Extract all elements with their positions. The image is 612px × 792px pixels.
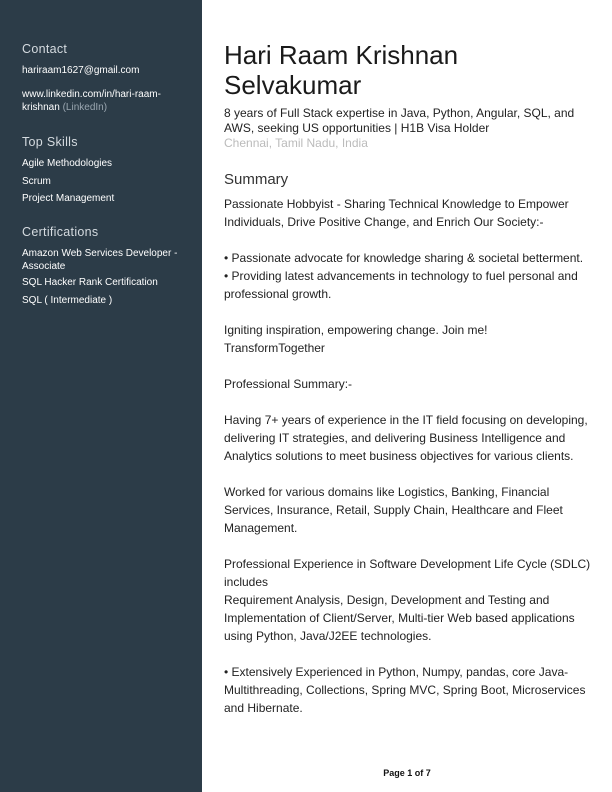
summary-line [224,393,594,411]
summary-line [224,231,594,249]
summary-line: Professional Summary:- [224,377,353,391]
summary-line: Passionate Hobbyist - Sharing Technical Knowledge to Empower [224,197,569,211]
summary-line: Professional Experience in Software Development Life Cycle (SDLC) [224,557,591,571]
summary-line: Igniting inspiration, empowering change. Join me! [224,323,488,337]
summary-line: • Providing latest advancements in technology to fuel personal and [224,269,578,283]
summary-line: • Passionate advocate for knowledge sharing & societal betterment. [224,251,584,265]
skill-item: Scrum [22,176,51,187]
summary-line: Multithreading, Collections, Spring MVC, Spring Boot, Microservices [224,683,586,697]
summary-line [224,357,594,375]
summary-line: Individuals, Drive Positive Change, and Enrich Our Society:- [224,215,544,229]
summary-line: Management. [224,521,298,535]
summary-line: using Python, Java/J2EE technologies. [224,629,432,643]
summary-line: Worked for various domains like Logistics, Banking, Financial [224,485,550,499]
profile-location: Chennai, Tamil Nadu, India [224,136,368,150]
sidebar [0,0,202,792]
certification-item: Amazon Web Services Developer - Associate [22,248,178,272]
summary-line: delivering IT strategies, and delivering Business Intelligence and [224,431,566,445]
linkedin-link[interactable] [22,88,182,114]
summary-line [224,303,594,321]
summary-body [224,195,594,717]
summary-line [224,465,594,483]
certification-item: SQL Hacker Rank Certification [22,277,158,288]
linkedin-url[interactable]: www.linkedin.com/in/hari-raam-krishnan [22,89,161,113]
summary-line: Having 7+ years of experience in the IT field focusing on developing, [224,413,588,427]
summary-line: Requirement Analysis, Design, Development and Testing and [224,593,550,607]
skill-item: Agile Methodologies [22,158,113,169]
summary-line: Implementation of Client/Server, Multi-tier Web based applications [224,611,575,625]
summary-line: • Extensively Experienced in Python, Numpy, pandas, core Java- [224,665,569,679]
summary-line: TransformTogether [224,341,325,355]
summary-line: includes [224,575,269,589]
summary-line: Services, Insurance, Retail, Supply Chain, Healthcare and Fleet [224,503,563,517]
summary-heading: Summary [224,171,289,188]
summary-line: professional growth. [224,287,332,301]
email-link[interactable]: hariraam1627@gmail.com [22,65,140,76]
skills-heading: Top Skills [22,135,78,149]
linkedin-label: (LinkedIn) [62,102,108,113]
page-number: Page 1 of 7 [383,768,431,778]
profile-headline: 8 years of Full Stack expertise in Java, Python, Angular, SQL, and AWS, seeking US opportunities | H1B Visa Holder [224,106,575,135]
summary-line: and Hibernate. [224,701,303,715]
skill-item: Project Management [22,193,115,204]
summary-line: Analytics solutions to meet business objectives for various clients. [224,449,574,463]
contact-heading: Contact [22,42,68,56]
certification-item: SQL ( Intermediate ) [22,295,113,306]
certifications-heading: Certifications [22,225,99,239]
summary-line [224,537,594,555]
profile-name: Hari Raam Krishnan Selvakumar [224,40,459,100]
summary-line [224,645,594,663]
